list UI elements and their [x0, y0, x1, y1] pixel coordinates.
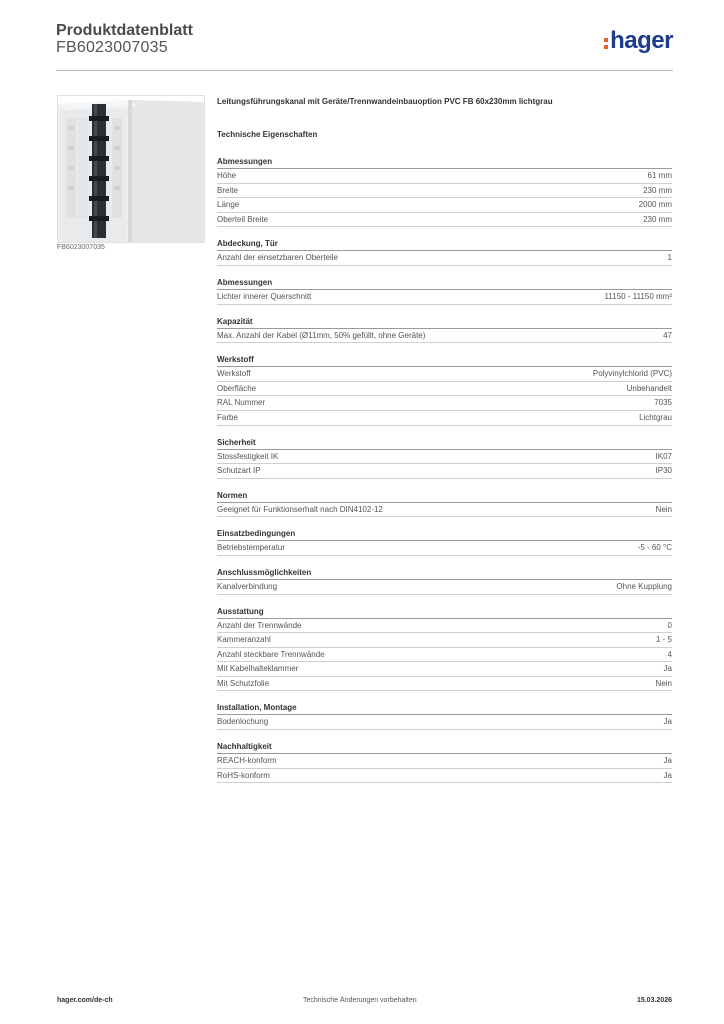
spec-section: [217, 437, 672, 479]
footer-date: 15.03.2026: [636, 997, 672, 1004]
tech-properties-heading: Technische Eigenschaften: [217, 130, 318, 139]
spec-row: [217, 754, 672, 769]
spec-label: Geeignet für Funktionserhalt nach DIN4102-12: [217, 504, 383, 514]
document-title: Produktdatenblatt: [56, 22, 193, 39]
spec-row: [217, 213, 672, 228]
section-title: Abmessungen: [217, 156, 672, 169]
cable-duct-product-image: [57, 95, 205, 243]
spec-label: Anzahl der Trennwände: [217, 620, 302, 630]
spec-value: Ja: [663, 664, 672, 674]
spec-label: Anzahl steckbare Trennwände: [217, 649, 325, 659]
spec-label: Oberfläche: [217, 383, 257, 393]
spec-label: Länge: [217, 200, 240, 210]
spec-label: Oberteil Breite: [217, 214, 269, 224]
spec-content: [217, 93, 672, 783]
spec-label: Stossfestigkeit IK: [217, 451, 279, 461]
page-header: [56, 20, 673, 71]
spec-value: 47: [663, 330, 672, 340]
spec-value: Nein: [655, 678, 672, 688]
footer-notice: Technische Änderungen vorbehalten: [303, 997, 417, 1004]
spec-value: -5 - 60 °C: [637, 543, 672, 553]
section-title: Ausstattung: [217, 606, 672, 619]
spec-value: 1: [667, 253, 672, 263]
spec-label: RoHS-konform: [217, 770, 270, 780]
spec-row: [217, 198, 672, 213]
spec-section: [217, 741, 672, 783]
spec-section: [217, 606, 672, 692]
spec-row: [217, 648, 672, 663]
spec-label: REACH-konform: [217, 756, 277, 766]
spec-value: IK07: [655, 451, 672, 461]
spec-row: [217, 411, 672, 426]
spec-row: [217, 251, 672, 266]
spec-row: [217, 619, 672, 634]
section-title: Normen: [217, 490, 672, 503]
spec-row: [217, 450, 672, 465]
spec-value: 230 mm: [643, 214, 672, 224]
page-footer: [57, 997, 672, 1009]
spec-section: [217, 567, 672, 595]
section-title: Nachhaltigkeit: [217, 741, 672, 754]
spec-value: 61 mm: [647, 171, 672, 180]
spec-label: Höhe: [217, 171, 237, 180]
spec-label: Kanalverbindung: [217, 581, 278, 591]
logo-text: hager: [610, 27, 673, 54]
spec-value: 230 mm: [643, 185, 672, 195]
spec-row: [217, 541, 672, 556]
spec-label: Schutzart IP: [217, 466, 261, 476]
spec-value: 0: [667, 620, 672, 630]
spec-value: Polyvinylchlorid (PVC): [592, 369, 672, 379]
spec-row: [217, 169, 672, 184]
spec-label: Mit Kabelhalteklammer: [217, 664, 299, 674]
spec-row: [217, 464, 672, 479]
footer-website: hager.com/de-ch: [57, 997, 113, 1004]
spec-row: [217, 367, 672, 382]
section-title: Abmessungen: [217, 277, 672, 290]
image-caption: FB6023007035: [57, 244, 105, 251]
spec-value: Ja: [663, 717, 672, 727]
spec-value: Ja: [663, 770, 672, 780]
spec-value: Nein: [655, 504, 672, 514]
spec-section: [217, 156, 672, 227]
section-title: Werkstoff: [217, 354, 672, 367]
spec-sections: [217, 156, 672, 783]
spec-label: Anzahl der einsetzbaren Oberteile: [217, 253, 338, 263]
spec-value: Unbehandelt: [626, 383, 672, 393]
spec-value: 11150 - 11150 mm²: [604, 291, 672, 301]
spec-row: [217, 396, 672, 411]
hager-logo: [604, 26, 673, 56]
spec-label: Lichter innerer Querschnitt: [217, 291, 312, 301]
section-title: Sicherheit: [217, 437, 672, 450]
spec-label: Farbe: [217, 412, 238, 422]
spec-label: Betriebstemperatur: [217, 543, 286, 553]
spec-row: [217, 329, 672, 344]
spec-value: 2000 mm: [638, 200, 672, 210]
spec-row: [217, 769, 672, 784]
spec-row: [217, 290, 672, 305]
spec-value: IP30: [655, 466, 672, 476]
spec-row: [217, 633, 672, 648]
section-title: Anschlussmöglichkeiten: [217, 567, 672, 580]
section-title: Einsatzbedingungen: [217, 528, 672, 541]
spec-section: [217, 702, 672, 730]
spec-value: 7035: [654, 398, 672, 408]
product-number: FB6023007035: [56, 39, 168, 56]
spec-value: 4: [667, 649, 672, 659]
spec-row: [217, 184, 672, 199]
spec-label: Werkstoff: [217, 369, 251, 379]
section-title: Installation, Montage: [217, 702, 672, 715]
spec-label: Breite: [217, 185, 238, 195]
spec-section: [217, 316, 672, 344]
logo-dots-icon: [604, 38, 608, 49]
spec-value: 1 - 5: [655, 635, 672, 645]
spec-section: [217, 490, 672, 518]
spec-section: [217, 277, 672, 305]
section-title: Abdeckung, Tür: [217, 238, 672, 251]
cable-duct-icon: [58, 96, 204, 242]
spec-section: [217, 354, 672, 425]
spec-row: [217, 503, 672, 518]
spec-label: Kammeranzahl: [217, 635, 271, 645]
spec-section: [217, 528, 672, 556]
section-title: Kapazität: [217, 316, 672, 329]
spec-label: RAL Nummer: [217, 398, 266, 408]
spec-section: [217, 238, 672, 266]
spec-label: Max. Anzahl der Kabel (Ø11mm, 50% gefüllt, ohne Geräte): [217, 330, 426, 340]
spec-label: Mit Schutzfolie: [217, 678, 270, 688]
spec-row: [217, 382, 672, 397]
spec-row: [217, 677, 672, 692]
spec-row: [217, 715, 672, 730]
spec-value: Lichtgrau: [639, 412, 672, 422]
spec-row: [217, 662, 672, 677]
spec-value: Ohne Kupplung: [616, 581, 672, 591]
spec-value: Ja: [663, 756, 672, 766]
product-description: Leitungsführungskanal mit Geräte/Trennwandeinbauoption PVC FB 60x230mm lichtgrau: [217, 97, 553, 106]
spec-label: Bodenlochung: [217, 717, 269, 727]
spec-row: [217, 580, 672, 595]
